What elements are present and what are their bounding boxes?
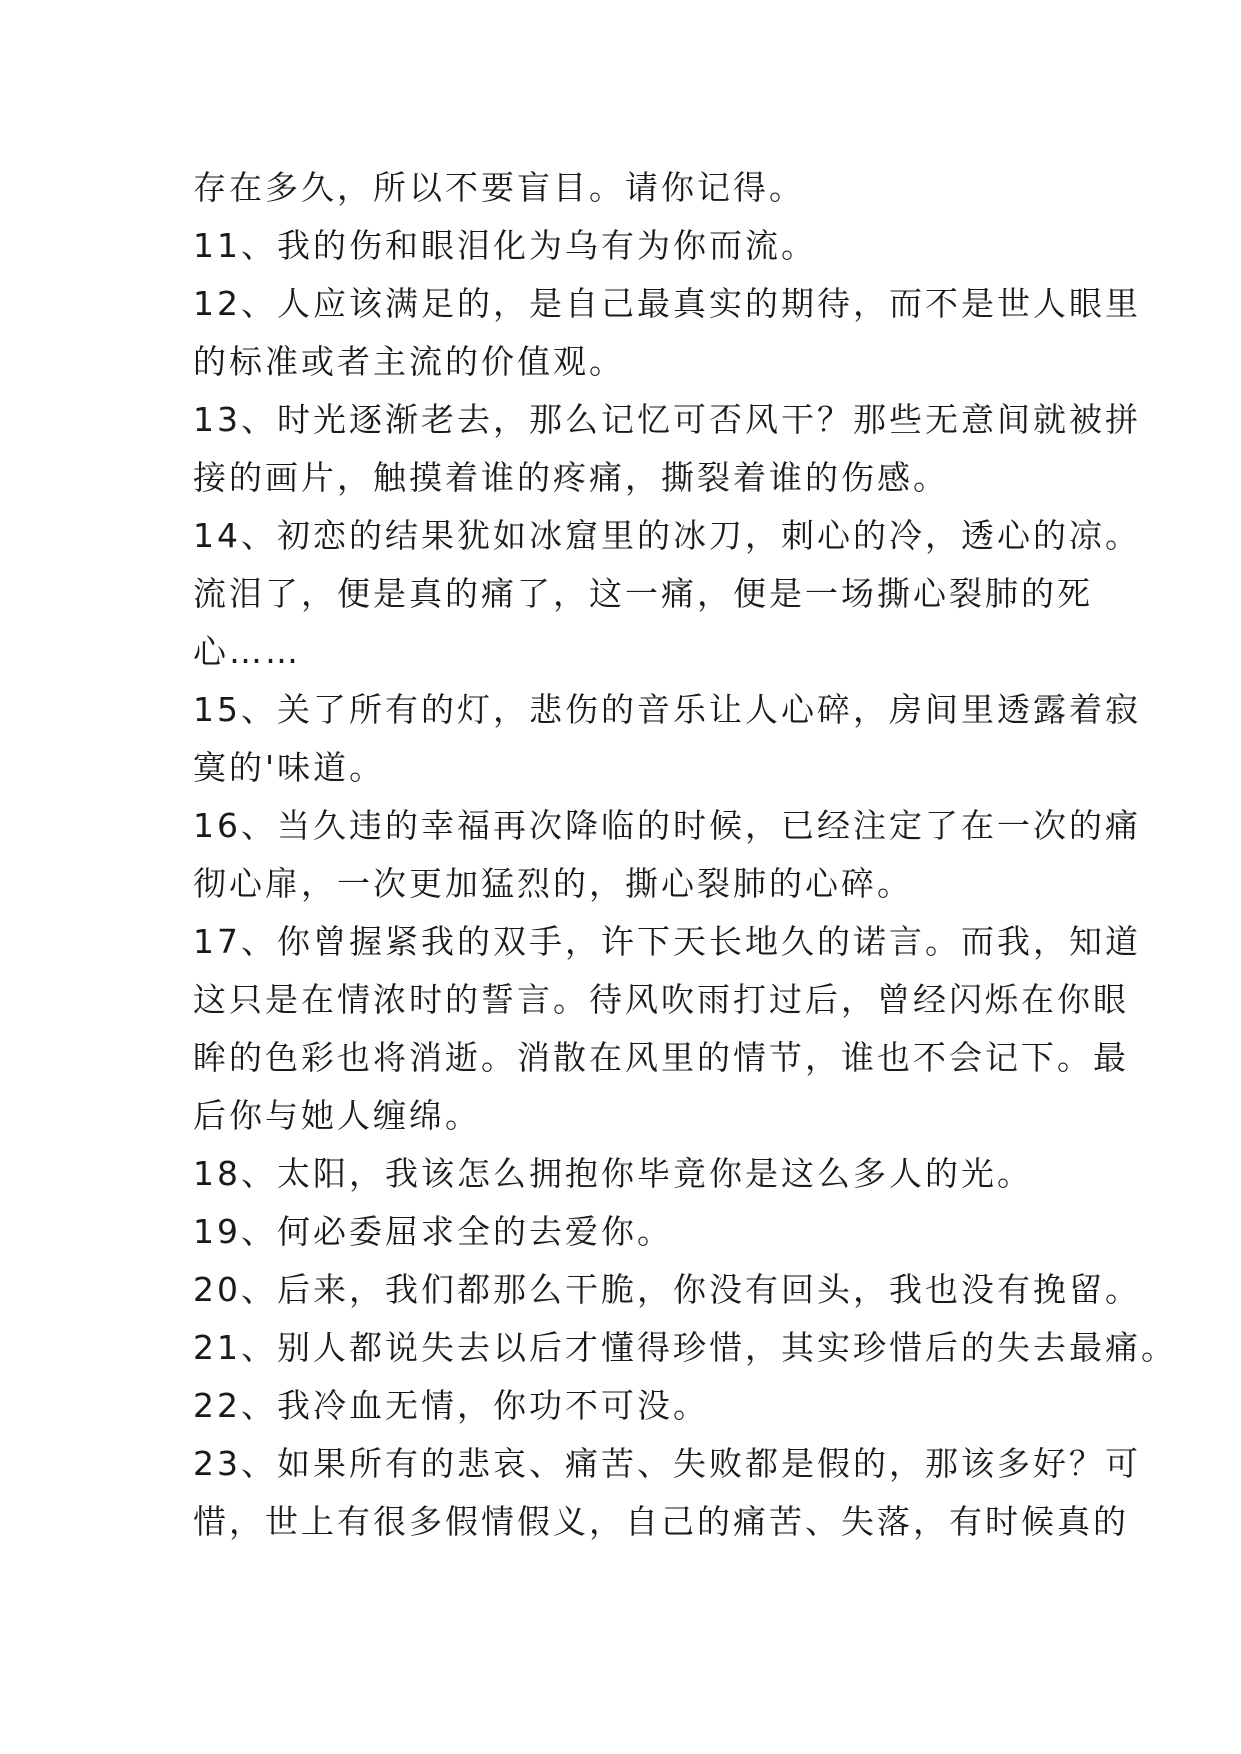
text-line: 流泪了，便是真的痛了，这一痛，便是一场撕心裂肺的死 xyxy=(193,574,1093,613)
text-line: 惜，世上有很多假情假义，自己的痛苦、失落，有时候真的 xyxy=(193,1502,1129,1541)
text-line: 这只是在情浓时的誓言。待风吹雨打过后，曾经闪烁在你眼 xyxy=(193,980,1129,1019)
text-line: 彻心扉，一次更加猛烈的，撕心裂肺的心碎。 xyxy=(193,864,913,903)
text-line: 15、关了所有的灯，悲伤的音乐让人心碎，房间里透露着寂 xyxy=(193,690,1141,729)
text-line: 13、时光逐渐老去，那么记忆可否风干？那些无意间就被拼 xyxy=(193,400,1141,439)
text-line: 16、当久违的幸福再次降临的时候，已经注定了在一次的痛 xyxy=(193,806,1141,845)
text-line: 22、我冷血无情，你功不可没。 xyxy=(193,1386,709,1425)
text-line: 接的画片，触摸着谁的疼痛，撕裂着谁的伤感。 xyxy=(193,458,949,497)
text-line: 18、太阳，我该怎么拥抱你毕竟你是这么多人的光。 xyxy=(193,1154,1033,1193)
text-line: 12、人应该满足的，是自己最真实的期待，而不是世人眼里 xyxy=(193,284,1141,323)
text-line: 11、我的伤和眼泪化为乌有为你而流。 xyxy=(193,226,817,265)
text-line: 19、何必委屈求全的去爱你。 xyxy=(193,1212,673,1251)
text-line: 眸的色彩也将消逝。消散在风里的情节，谁也不会记下。最 xyxy=(193,1038,1129,1077)
text-line: 存在多久，所以不要盲目。请你记得。 xyxy=(193,168,805,207)
text-line: 的标准或者主流的价值观。 xyxy=(193,342,625,381)
text-line: 20、后来，我们都那么干脆，你没有回头，我也没有挽留。 xyxy=(193,1270,1141,1309)
text-line: 23、如果所有的悲哀、痛苦、失败都是假的，那该多好？可 xyxy=(193,1444,1141,1483)
text-line: 14、初恋的结果犹如冰窟里的冰刀，刺心的冷，透心的凉。 xyxy=(193,516,1141,555)
text-line: 心…… xyxy=(193,632,301,671)
text-line: 后你与她人缠绵。 xyxy=(193,1096,481,1135)
text-line: 寞的'味道。 xyxy=(193,748,386,787)
text-line: 21、别人都说失去以后才懂得珍惜，其实珍惜后的失去最痛。 xyxy=(193,1328,1177,1367)
text-line: 17、你曾握紧我的双手，许下天长地久的诺言。而我，知道 xyxy=(193,922,1141,961)
